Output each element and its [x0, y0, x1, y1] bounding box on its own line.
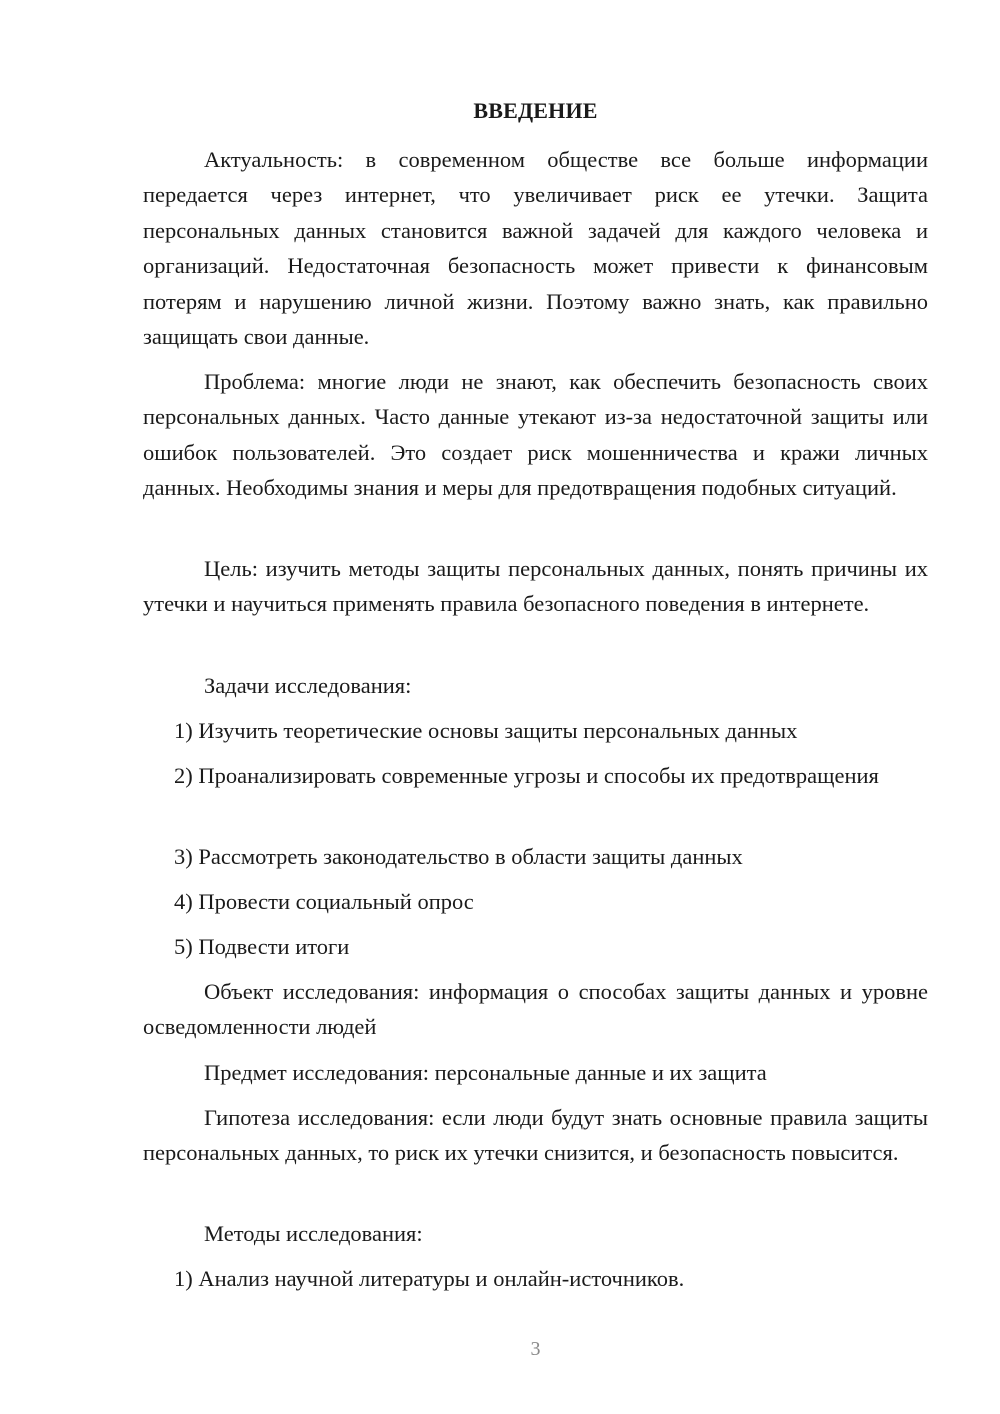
task-item-5: 5) Подвести итоги — [174, 934, 350, 959]
method-item-1: 1) Анализ научной литературы и онлайн-источников. — [174, 1266, 685, 1291]
task-item-3: 3) Рассмотреть законодательство в области защиты данных — [174, 844, 743, 869]
paragraph-object: Объект исследования: информация о способах защиты данных и уровне осведомленности людей — [143, 979, 928, 1040]
tasks-heading: Задачи исследования: — [204, 673, 412, 698]
paragraph-hypothesis: Гипотеза исследования: если люди будут знать основные правила защиты персональных данных, то риск их утечки снизится, и безопасность повысится. — [143, 1105, 928, 1166]
task-item-2: 2) Проанализировать современные угрозы и способы их предотвращения — [174, 763, 879, 788]
task-item-4: 4) Провести социальный опрос — [174, 889, 474, 914]
paragraph-relevance: Актуальность: в современном обществе все больше информации передается через интернет, что увеличивает риск ее утечки. Защита персональных данных становится важной задачей для каждого человека и организаций. Недостаточная безопасность может привести к финансовым потерям и нарушению личной жизни. Поэтому важно знать, как правильно защищать свои данные. — [143, 147, 928, 350]
section-title: ВВЕДЕНИЕ — [473, 98, 598, 123]
paragraph-goal: Цель: изучить методы защиты персональных данных, понять причины их утечки и научиться применять правила безопасного поведения в интернете. — [143, 556, 928, 617]
methods-heading: Методы исследования: — [204, 1221, 423, 1246]
paragraph-subject: Предмет исследования: персональные данные и их защита — [204, 1060, 767, 1085]
task-item-1: 1) Изучить теоретические основы защиты персональных данных — [174, 718, 798, 743]
page-number: 3 — [530, 1338, 541, 1360]
paragraph-problem: Проблема: многие люди не знают, как обеспечить безопасность своих персональных данных. Часто данные утекают из-за недостаточной защиты или ошибок пользователей. Это создает риск мошенничества и кражи личных данных. Необходимы знания и меры для предотвращения подобных ситуаций. — [143, 369, 928, 501]
